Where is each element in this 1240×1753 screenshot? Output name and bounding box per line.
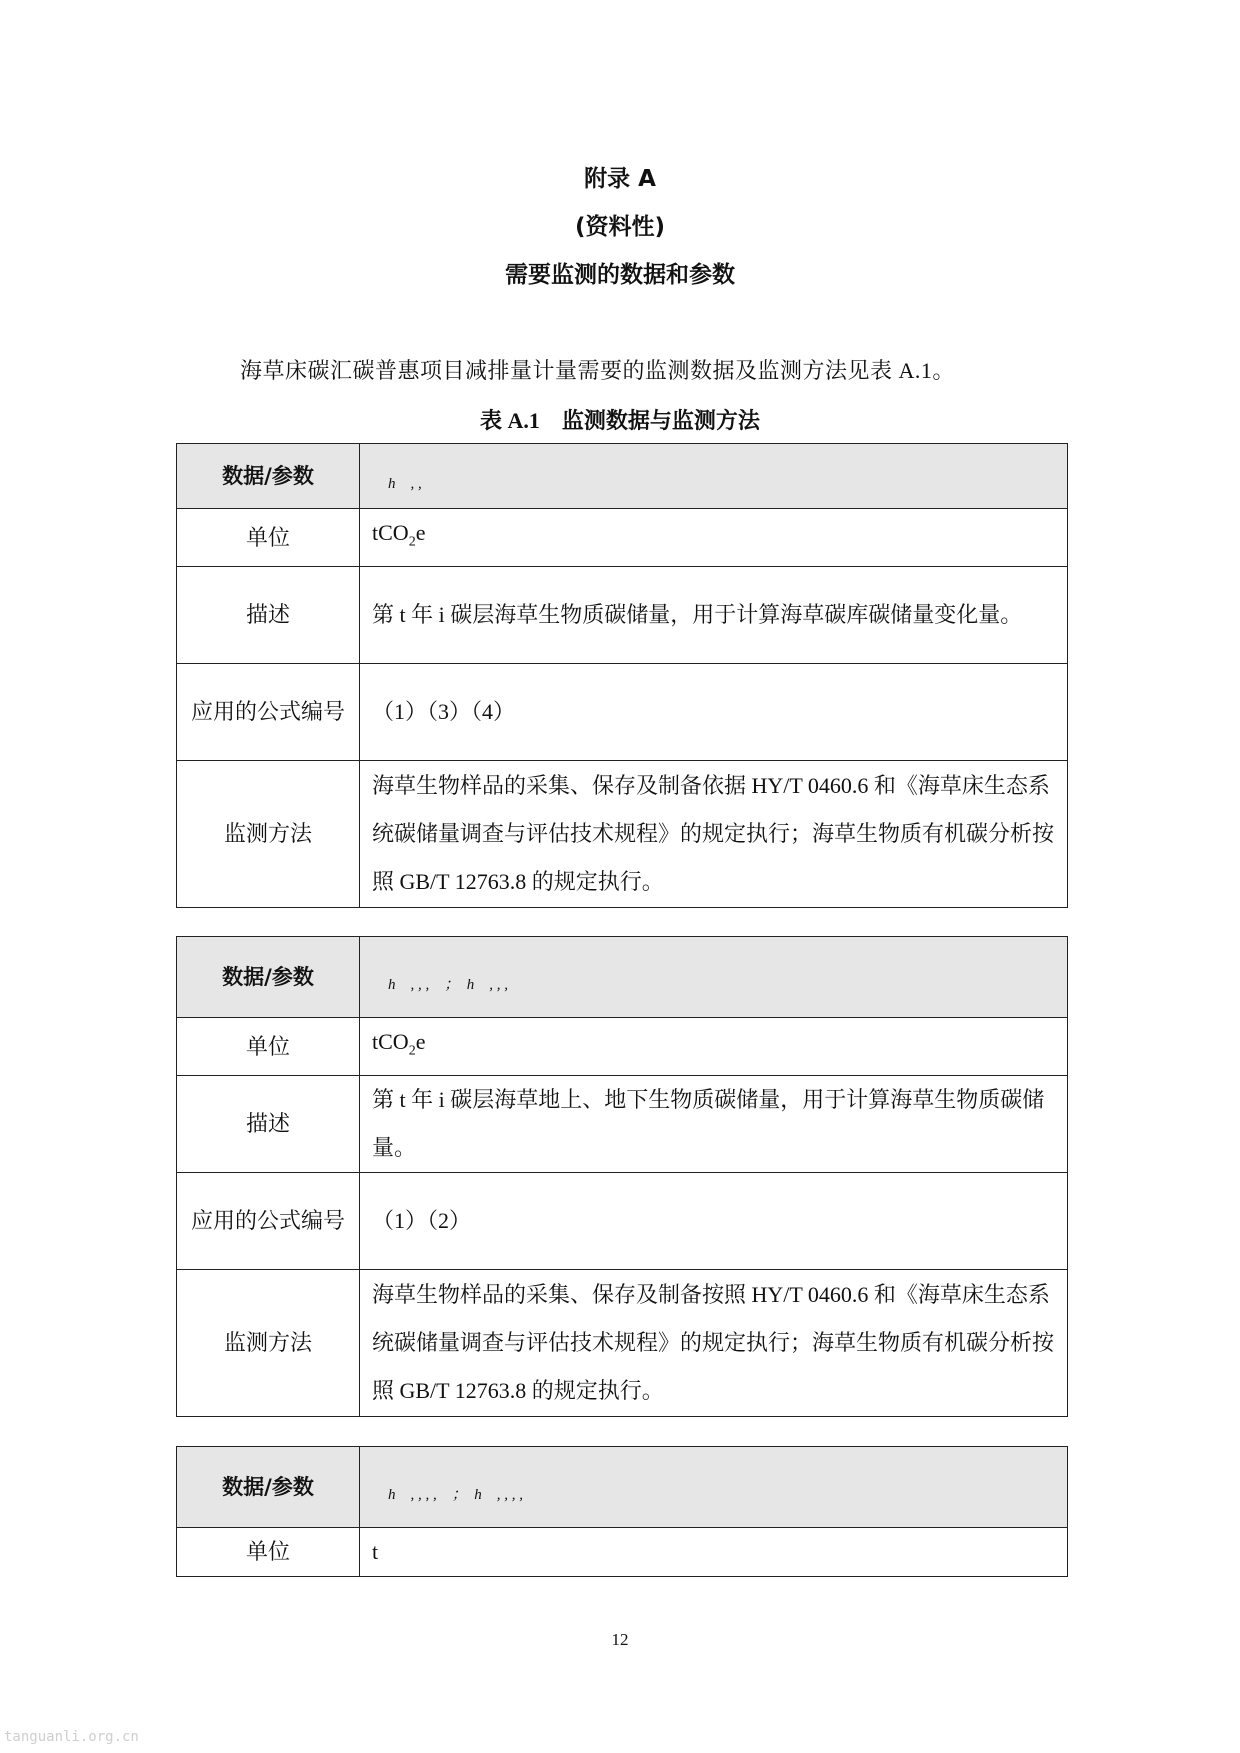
table-row <box>177 761 1068 908</box>
param-label: 数据/参数 <box>177 937 360 1018</box>
table-row <box>177 1018 1068 1076</box>
unit-label: 单位 <box>177 1018 360 1076</box>
desc-value: 第 t 年 i 碳层海草生物质碳储量，用于计算海草碳库碳储量变化量。 <box>360 567 1068 664</box>
table-row <box>177 937 1068 1018</box>
desc-label: 描述 <box>177 1076 360 1173</box>
method-value: 海草生物样品的采集、保存及制备依据 HY/T 0460.6 和《海草床生态系统碳储量调查与评估技术规程》的规定执行；海草生物质有机碳分析按照 GB/T 12763.8 的规定执行。 <box>360 761 1068 908</box>
unit-label: 单位 <box>177 509 360 567</box>
unit-label: 单位 <box>177 1528 360 1577</box>
formula-label: 应用的公式编号 <box>177 664 360 761</box>
method-label: 监测方法 <box>177 1270 360 1417</box>
table-row <box>177 664 1068 761</box>
appendix-title: 附录 A <box>584 166 656 192</box>
table-row <box>177 1076 1068 1173</box>
watermark: tanguanli.org.cn <box>4 1729 139 1745</box>
table-caption: 表 A.1 监测数据与监测方法 <box>480 408 760 433</box>
param-label: 数据/参数 <box>177 444 360 509</box>
table-row <box>177 1528 1068 1577</box>
formula-label: 应用的公式编号 <box>177 1173 360 1270</box>
page-number: 12 <box>611 1630 629 1649</box>
table-row <box>177 509 1068 567</box>
param-value: h , , , , ； h , , , , <box>360 1447 1068 1528</box>
method-value: 海草生物样品的采集、保存及制备按照 HY/T 0460.6 和《海草床生态系统碳储量调查与评估技术规程》的规定执行；海草生物质有机碳分析按照 GB/T 12763.8 的规定执行。 <box>360 1270 1068 1417</box>
table-row <box>177 444 1068 509</box>
formula-value: （1）（3）（4） <box>360 664 1068 761</box>
method-label: 监测方法 <box>177 761 360 908</box>
table-row <box>177 567 1068 664</box>
formula-value: （1）（2） <box>360 1173 1068 1270</box>
param-value: h , , <box>360 444 1068 509</box>
desc-label: 描述 <box>177 567 360 664</box>
data-table-2 <box>176 936 1068 1417</box>
table-row <box>177 1270 1068 1417</box>
data-table-3 <box>176 1446 1068 1577</box>
unit-value: tCO$_2$e <box>360 509 1068 567</box>
table-row <box>177 1173 1068 1270</box>
param-label: 数据/参数 <box>177 1447 360 1528</box>
table-row <box>177 1447 1068 1528</box>
appendix-subtitle: (资料性) <box>574 214 666 240</box>
data-table-1 <box>176 443 1068 908</box>
desc-value: 第 t 年 i 碳层海草地上、地下生物质碳储量，用于计算海草生物质碳储量。 <box>360 1076 1068 1173</box>
param-value: h , , , ； h , , , <box>360 937 1068 1018</box>
intro-paragraph: 海草床碳汇碳普惠项目减排量计量需要的监测数据及监测方法见表 A.1。 <box>240 358 955 383</box>
unit-value: t <box>360 1528 1068 1577</box>
unit-value: tCO$_2$e <box>360 1018 1068 1076</box>
appendix-heading: 需要监测的数据和参数 <box>505 262 735 288</box>
